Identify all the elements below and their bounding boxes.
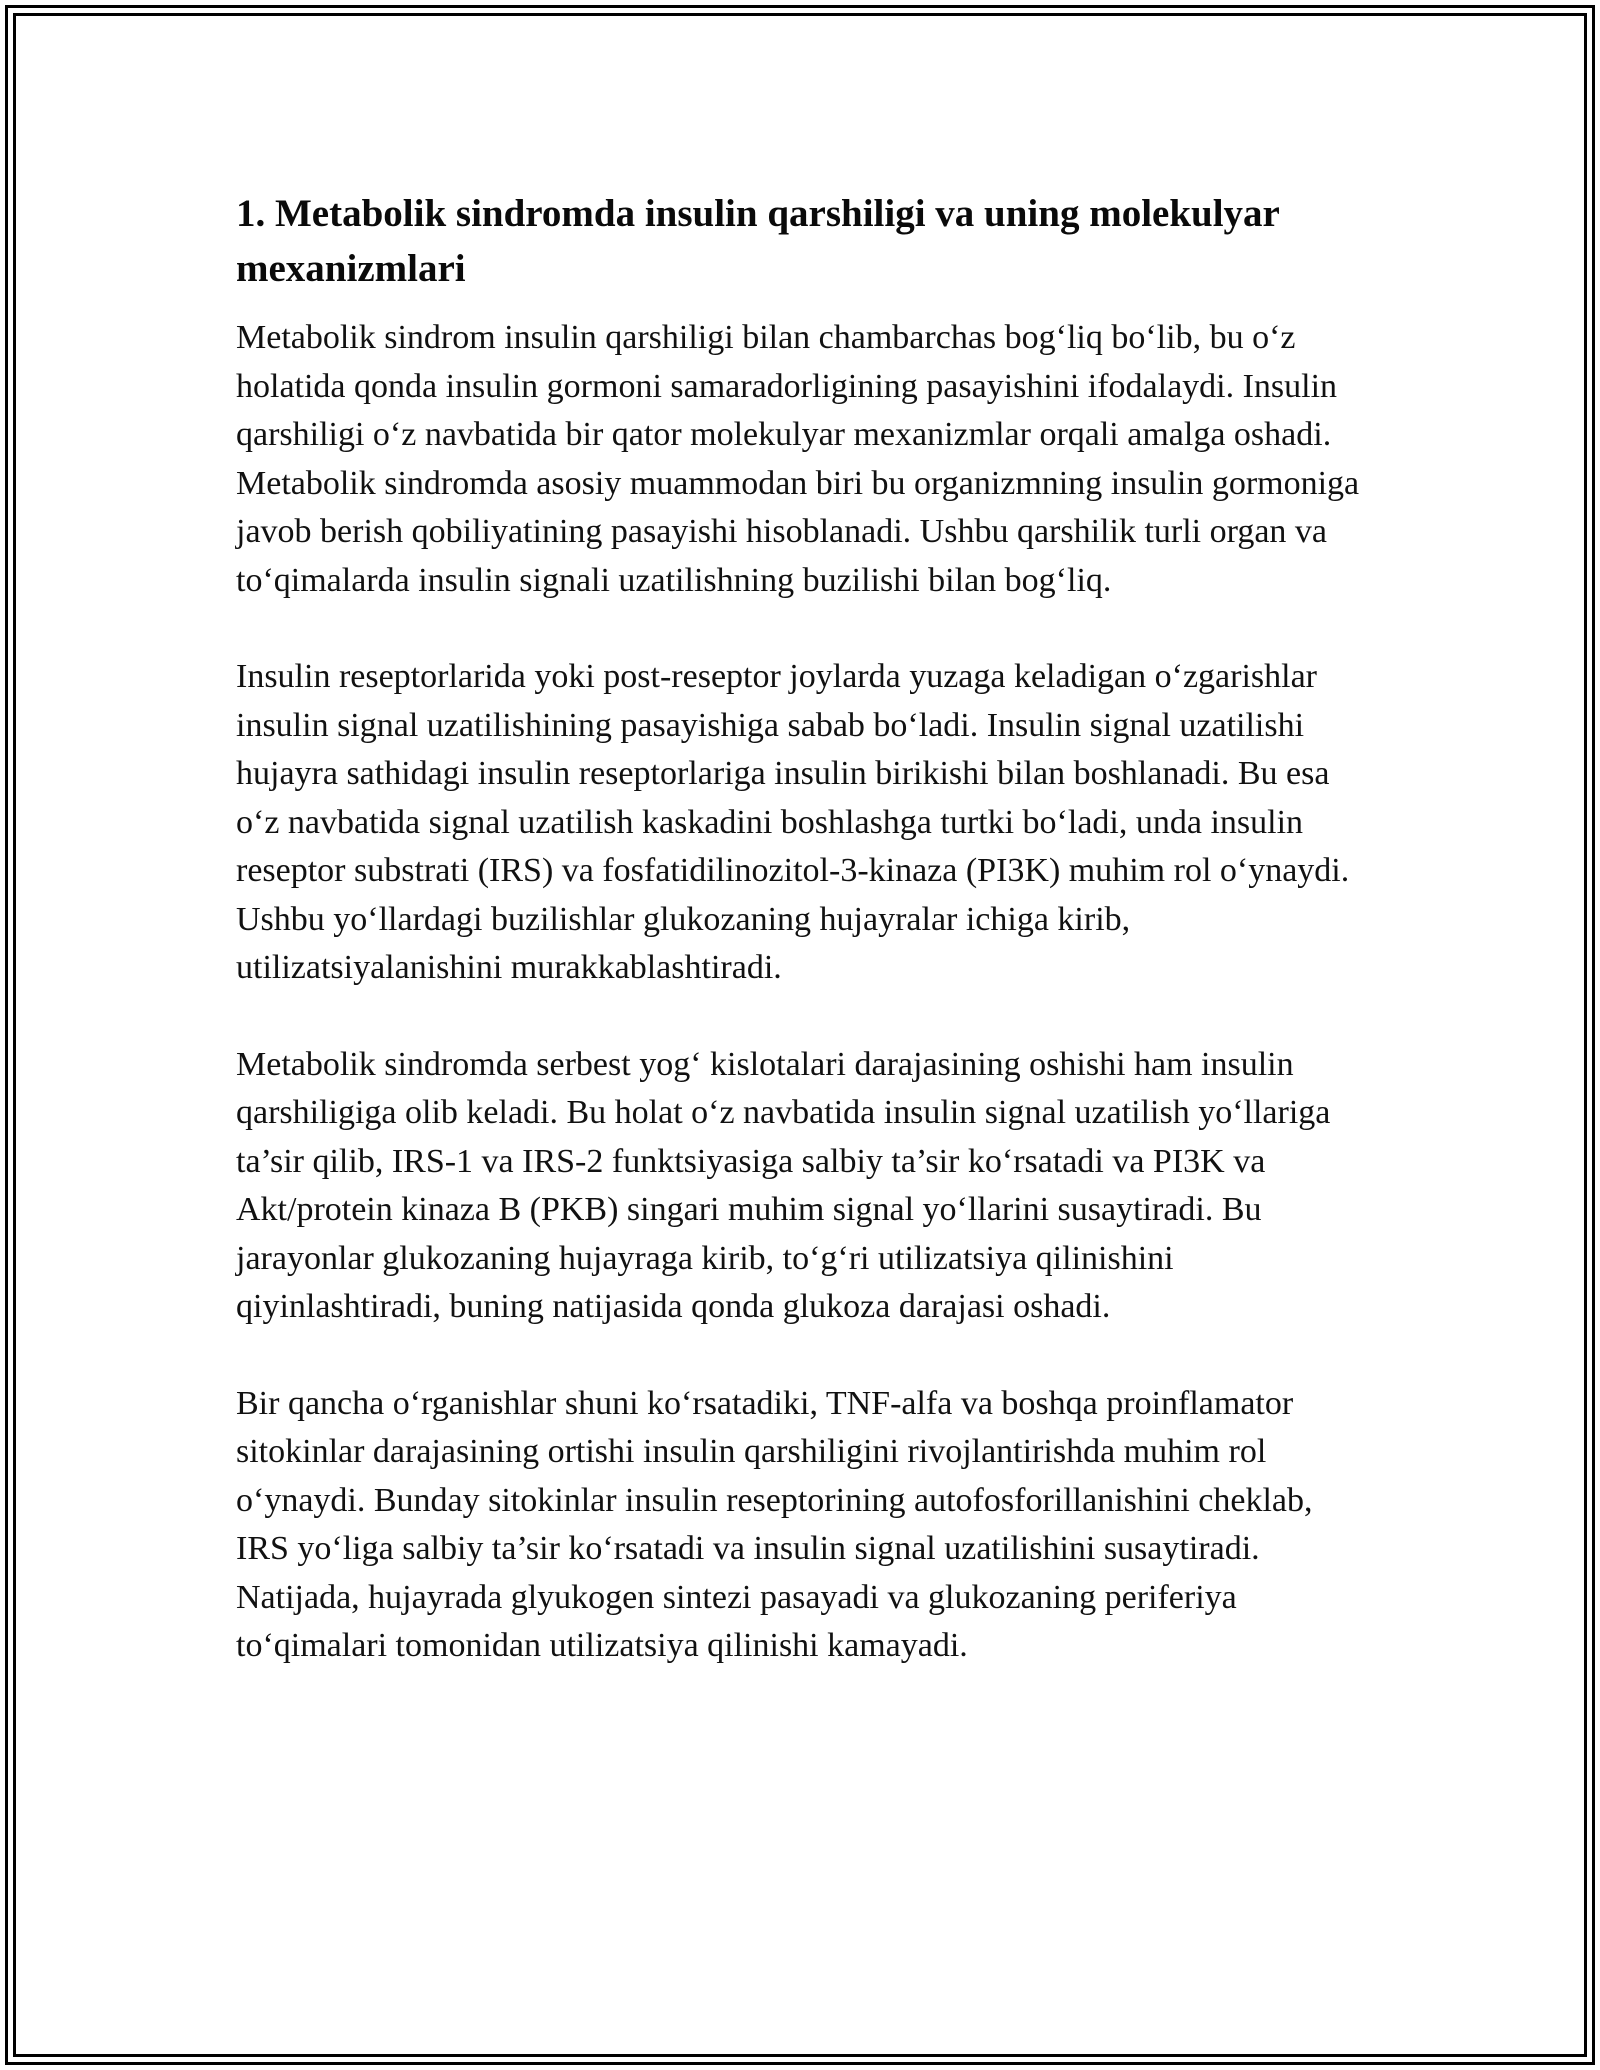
paragraph-receptor-signaling: Insulin reseptorlarida yoki post-reseptor joylarda yuzaga keladigan o‘zgarishlar insulin signal uzatilishining pasayishiga sabab bo‘ladi. Insulin signal uzatilishi hujayra sathidagi insulin reseptorlariga insulin birikishi bilan boshlanadi. Bu esa o‘z navbatida signal uzatilish kaskadini boshlashga turtki bo‘ladi, unda insulin reseptor substrati (IRS) va fosfatidilinozitol-3-kinaza (PI3K) muhim rol o‘ynaydi. Ushbu yo‘llardagi buzilishlar glukozaning hujayralar ichiga kirib, utilizatsiyalanishini murakkablashtiradi. [236, 658, 1350, 986]
paragraph-free-fatty-acids: Metabolik sindromda serbest yog‘ kislotalari darajasining oshishi ham insulin qarshiligiga olib keladi. Bu holat o‘z navbatida insulin signal uzatilish yo‘llariga ta’sir qilib, IRS-1 va IRS-2 funktsiyasiga salbiy ta’sir ko‘rsatadi va PI3K va Akt/protein kinaza B (PKB) singari muhim signal yo‘llarini susaytiradi. Bu jarayonlar glukozaning hujayraga kirib, to‘g‘ri utilizatsiya qilinishini qiyinlashtiradi, buning natijasida qonda glukoza darajasi oshadi. [236, 1045, 1331, 1325]
paragraph-insulin-resistance: Metabolik sindrom insulin qarshiligi bilan chambarchas bog‘liq bo‘lib, bu o‘z holatida qonda insulin gormoni samaradorligining pasayishini ifodalaydi. Insulin qarshiligi o‘z navbatida bir qator molekulyar mexanizmlar orqali amalga oshadi. Metabolik sindromda asosiy muammodan biri bu organizmning insulin gormoniga javob berish qobiliyatining pasayishi hisoblanadi. Ushbu qarshilik turli organ va to‘qimalarda insulin signali uzatilishning buzilishi bilan bog‘liq. [236, 319, 1360, 599]
paragraph-cytokines: Bir qancha o‘rganishlar shuni ko‘rsatadiki, TNF-alfa va boshqa proinflamator sitokinlar darajasining ortishi insulin qarshiligini rivojlantirishda muhim rol o‘ynaydi. Bunday sitokinlar insulin reseptorining autofosforillanishini cheklab, IRS yo‘liga salbiy ta’sir ko‘rsatadi va insulin signal uzatilishini susaytiradi. Natijada, hujayrada glyukogen sintezi pasayadi va glukozaning periferiya to‘qimalari tomonidan utilizatsiya qilinishi kamayadi. [236, 1384, 1313, 1664]
document-body [236, 186, 1366, 1719]
section-heading: 1. Metabolik sindromda insulin qarshiligi va uning molekulyar mexanizmlari [236, 192, 1280, 290]
